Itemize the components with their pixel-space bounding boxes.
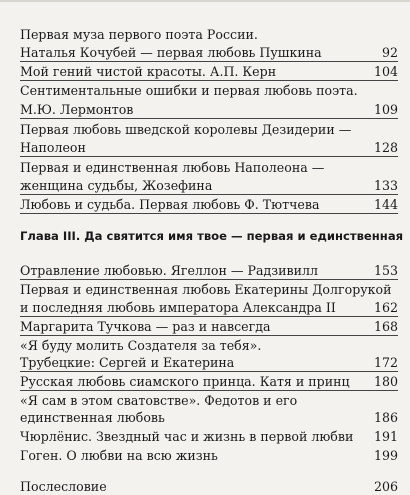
toc-entry-page: 199: [373, 448, 398, 463]
toc-entry-title: Первая и единственная любовь Наполеона —: [20, 160, 325, 175]
toc-entry-page: 144: [373, 197, 398, 212]
toc-entry-title: «Я сам в этом сватовстве». Федотов и его: [20, 393, 298, 408]
top-divider: [0, 0, 410, 2]
toc-entry-title: Чюрлёнис. Звездный час и жизнь в первой любви: [20, 429, 354, 444]
toc-entry-page: 92: [381, 45, 398, 60]
toc-entry: [20, 428, 398, 445]
toc-entry-title: Русская любовь сиамского принца. Катя и принц: [20, 374, 350, 389]
toc-entry: [20, 262, 398, 279]
toc-entry-title: Первая любовь шведской королевы Дезидерии —: [20, 122, 352, 137]
toc-entry: [20, 82, 398, 99]
entry-divider: [20, 390, 398, 391]
toc-entry-title: Любовь и судьба. Первая любовь Ф. Тютчева: [20, 197, 320, 212]
entry-divider: [20, 156, 398, 157]
toc-entry: [20, 318, 398, 335]
toc-entry: [20, 392, 398, 409]
toc-entry-page: 191: [373, 429, 398, 444]
entry-divider: [20, 335, 398, 336]
toc-entry-title: Послесловие: [20, 479, 107, 494]
chapter-heading: Глава III. Да святится имя твое — первая и единственная: [20, 229, 404, 243]
toc-entry-title: Сентиментальные ошибки и первая любовь поэта.: [20, 83, 358, 98]
toc-entry-page: 128: [373, 140, 398, 155]
toc-entry: [20, 337, 398, 354]
toc-entry-title: Маргарита Тучкова — раз и навсегда: [20, 319, 271, 334]
toc-entry: [20, 196, 398, 213]
toc-entry-title: «Я буду молить Создателя за тебя».: [20, 338, 262, 353]
toc-entry-title: Первая и единственная любовь Екатерины Долгорукой: [20, 282, 392, 297]
toc-entry: [20, 299, 398, 316]
entry-divider: [20, 371, 398, 372]
toc-entry-title: Мой гений чистой красоты. А.П. Керн: [20, 64, 277, 79]
toc-entry: [20, 63, 398, 80]
toc-entry-page: 133: [373, 178, 398, 193]
toc-entry: [20, 101, 398, 118]
toc-entry: [20, 281, 398, 298]
toc-afterword: [20, 478, 398, 495]
toc-entry: [20, 373, 398, 390]
toc-entry-page: 153: [373, 263, 398, 278]
toc-entry-title: и последняя любовь императора Александра II: [20, 300, 336, 315]
toc-entry-page: 109: [373, 102, 398, 117]
toc-entry-title: Трубецкие: Сергей и Екатерина: [20, 355, 235, 370]
entry-divider: [20, 61, 398, 62]
toc-entry-page: 162: [373, 300, 398, 315]
toc-entry-page: 186: [373, 410, 398, 425]
toc-entry-page: 172: [373, 355, 398, 370]
entry-divider: [20, 279, 398, 280]
toc-entry-page: 206: [373, 479, 398, 494]
toc-entry-title: М.Ю. Лермонтов: [20, 102, 134, 117]
entry-divider: [20, 194, 398, 195]
toc-entry: [20, 26, 398, 43]
toc-entry: [20, 121, 398, 138]
toc-entry: [20, 44, 398, 61]
toc-entry-page: 104: [373, 64, 398, 79]
toc-entry-title: Отравление любовью. Ягеллон — Радзивилл: [20, 263, 318, 278]
toc-entry-title: женщина судьбы, Жозефина: [20, 178, 213, 193]
toc-entry-page: 168: [373, 319, 398, 334]
entry-divider: [20, 316, 398, 317]
toc-entry: [20, 354, 398, 371]
toc-entry-title: единственная любовь: [20, 410, 165, 425]
toc-entry-title: Первая муза первого поэта России.: [20, 27, 258, 42]
toc-entry-page: 180: [373, 374, 398, 389]
entry-divider: [20, 213, 398, 214]
toc-entry: [20, 409, 398, 426]
toc-entry: [20, 139, 398, 156]
entry-divider: [20, 118, 398, 119]
entry-divider: [20, 80, 398, 81]
toc-entry-title: Гоген. О любви на всю жизнь: [20, 448, 218, 463]
toc-entry-title: Наталья Кочубей — первая любовь Пушкина: [20, 45, 322, 60]
toc-entry: [20, 159, 398, 176]
toc-entry: [20, 447, 398, 464]
toc-entry-title: Наполеон: [20, 140, 86, 155]
toc-entry: [20, 177, 398, 194]
